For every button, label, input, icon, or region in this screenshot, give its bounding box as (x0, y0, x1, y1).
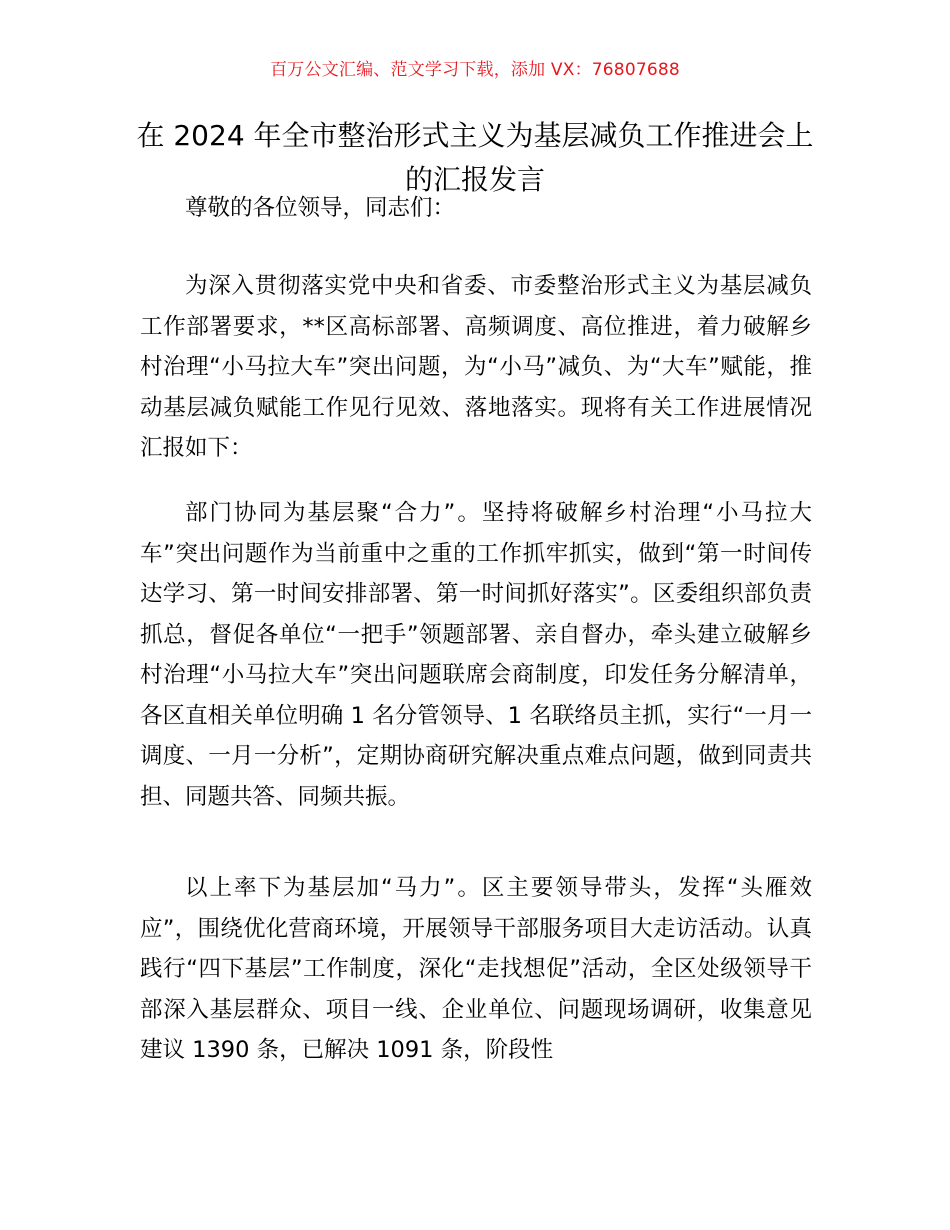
document-title: 在 2024 年全市整治形式主义为基层减负工作推进会上的汇报发言 (136, 119, 814, 196)
salutation: 尊敬的各位领导，同志们： (185, 195, 456, 221)
paragraph-intro: 为深入贯彻落实党中央和省委、市委整治形式主义为基层减负工作部署要求，**区高标部署、高频调度、高位推进，着力破解乡村治理“小马拉大车”突出问题，为“小马”减负、为“大车”赋能，推动基层减负赋能工作见行见效、落地落实。现将有关工作进展情况汇报如下： (140, 273, 812, 461)
paragraph-department-coordination: 部门协同为基层聚“合力”。坚持将破解乡村治理“小马拉大车”突出问题作为当前重中之重的工作抓牢抓实，做到“第一时间传达学习、第一时间安排部署、第一时间抓好落实”。区委组织部负责抓总，督促各单位“一把手”领题部署、亲自督办，牵头建立破解乡村治理“小马拉大车”突出问题联席会商制度，印发任务分解清单，各区直相关单位明确 1 名分管领导、1 名联络员主抓，实行“一月一调度、一月一分析”，定期协商研究解决重点难点问题，做到同责共担、同题共答、同频共振。 (140, 500, 812, 810)
paragraph-leadership-example: 以上率下为基层加“马力”。区主要领导带头，发挥“头雁效应”，围绕优化营商环境，开展领导干部服务项目大走访活动。认真践行“四下基层”工作制度，深化“走找想促”活动，全区处级领导干部深入基层群众、项目一线、企业单位、问题现场调研，收集意见建议 1390 条，已解决 1091 条，阶段性 (140, 875, 812, 1063)
promo-header-banner: 百万公文汇编、范文学习下载，添加 VX：76807688 (270, 60, 680, 80)
